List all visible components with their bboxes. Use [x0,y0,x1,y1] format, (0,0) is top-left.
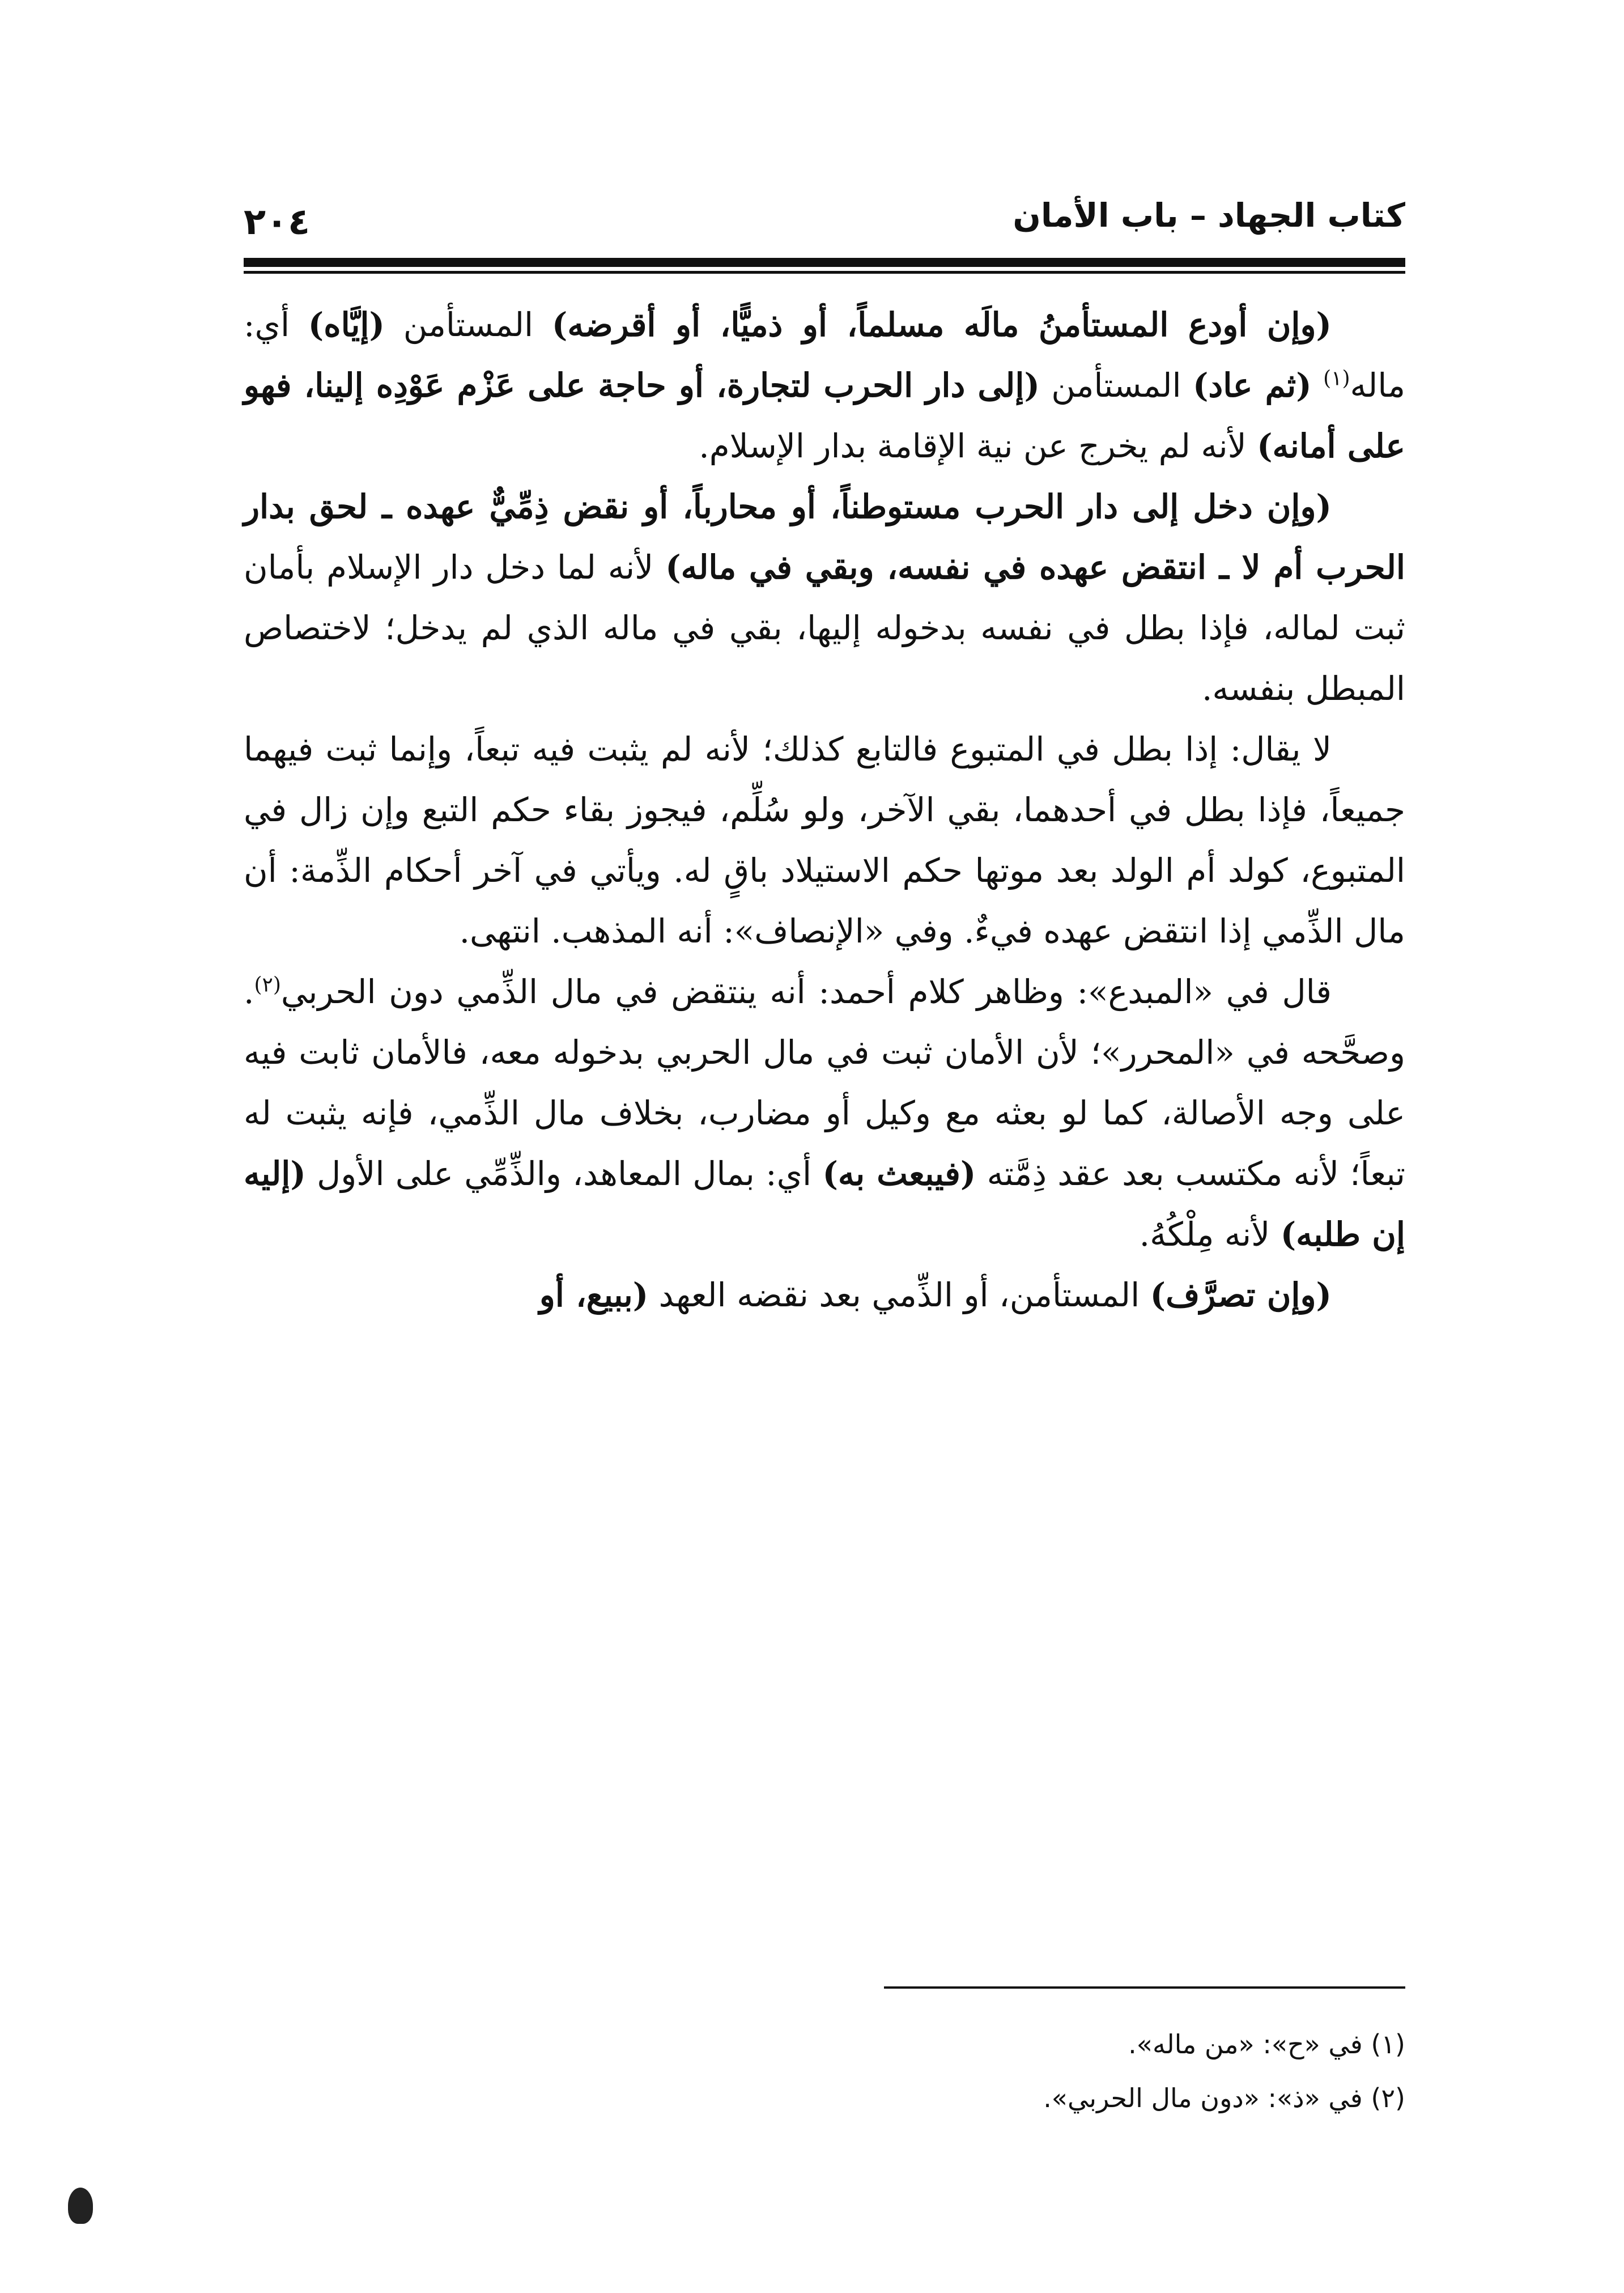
footnote: (٢) في «ذ»: «دون مال الحربي». [1043,2083,1405,2113]
body-text [244,295,1405,1326]
matn-text: (وإن أودع المستأمنُ مالَه مسلماً، أو ذميًّا، أو أقرضه) [551,305,1332,344]
sharh-text: أي: بمال المعاهد، والذِّمِّي على الأول [305,1154,823,1193]
matn-text: (وإن دخل إلى دار الحرب مستوطناً، أو محارباً، أو نقض ذِمِّيٌّ عهده ـ لحق بدار الحرب أم لا ـ انتقض عهده في نفسه، وبقي في ماله) [244,487,1405,587]
sharh-text [1312,366,1323,405]
sharh-text: المستأمن [1039,366,1193,405]
matn-text: (فيبعث به) [822,1154,976,1193]
paragraph [244,477,1405,719]
sharh-text: لا يقال: إذا بطل في المتبوع فالتابع كذلك؛ لأنه لم يثبت فيه تبعاً، وإنما ثبت فيهما جميعاً، فإذا بطل في أحدهما، بقي الآخر، ولو سُلِّم، فيجوز بقاء حكم التبع وإن زال في المتبوع، كولد أم الولد بعد موتها حكم الاستيلاد باقٍ له. ويأتي في آخر أحكام الذِّمة: أن مال الذِّمي إذا انتقض عهده فيءٌ. وفي «الإنصاف»: أنه المذهب. انتهى. [244,730,1405,950]
page-number: ٢٠٤ [244,201,311,243]
scan-smudge [68,2188,93,2224]
footnote-rule [884,1986,1405,1989]
sharh-text: المستأمن [384,305,552,344]
matn-text: (إليه إن طلبه) [244,1154,1405,1254]
footnotes [244,2018,1405,2125]
page-header [244,193,1405,255]
sharh-text: لأنه لما دخل دار الإسلام بأمان ثبت لماله، فإذا بطل في نفسه بدخوله إليها، بقي في ماله الذي لم يدخل؛ لاختصاص المبطل بنفسه. [244,548,1405,708]
header-rule-thin [244,271,1405,274]
matn-text: (ببيع، أو [539,1276,649,1314]
sharh-text: لأنه لم يخرج عن نية الإقامة بدار الإسلام. [699,427,1257,465]
matn-text: (وإن تصرَّف) [1150,1276,1332,1314]
matn-text: (إلى دار الحرب لتجارة، أو حاجة على عَزْم عَوْدِه إلينا، فهو على أمانه) [244,366,1405,465]
sharh-text: أي: ماله [244,305,1406,405]
sharh-text: لأنه مِلْكُهُ. [1139,1215,1281,1254]
footnote-marker: (١) [1323,367,1350,390]
matn-text: (إيَّاه) [308,305,385,344]
sharh-text: . وصحَّحه في «المحرر»؛ لأن الأمان ثبت في مال الحربي بدخوله معه، فالأمان ثابت فيه على وجه الأصالة، كما لو بعثه مع وكيل أو مضارب، بخلاف مال الذِّمي، فإنه يثبت له تبعاً؛ لأنه مكتسب بعد عقد ذِمَّته [244,973,1405,1193]
paragraph [244,962,1405,1265]
footnote: (١) في «ح»: «من ماله». [1128,2029,1405,2060]
sharh-text: المستأمن، أو الذِّمي بعد نقضه العهد [648,1276,1150,1314]
sharh-text: قال في «المبدع»: وظاهر كلام أحمد: أنه ينتقض في مال الذِّمي دون الحربي [280,973,1332,1011]
matn-text: (ثم عاد) [1192,366,1312,405]
paragraph [244,295,1405,477]
header-rule [244,258,1405,267]
paragraph [244,1265,1405,1326]
footnote-marker: (٢) [254,973,281,997]
paragraph [244,719,1405,962]
running-title: كتاب الجهاد – باب الأمان [1013,196,1405,235]
